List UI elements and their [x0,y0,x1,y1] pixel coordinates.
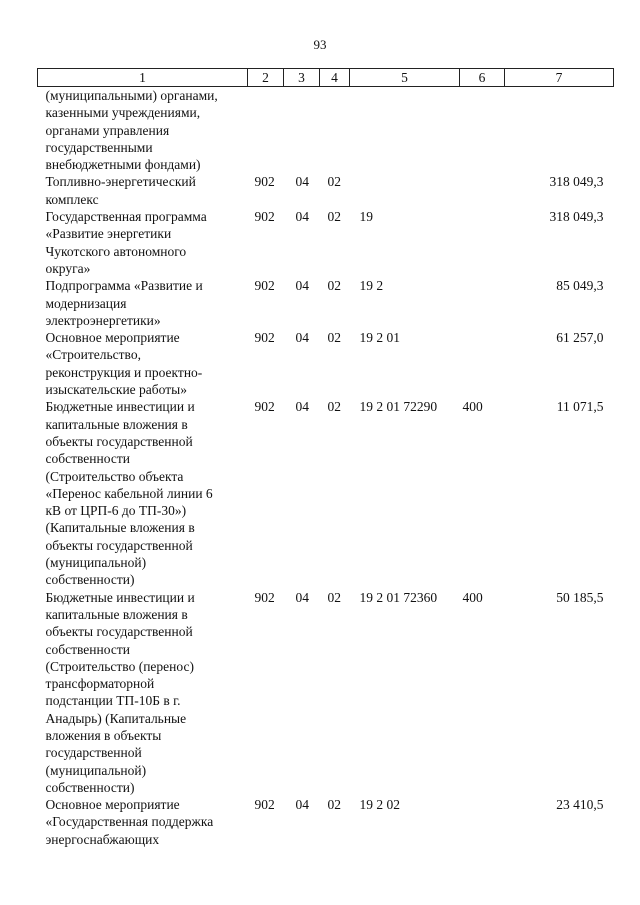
row-name: Подпрограмма «Развитие и модернизация электроэнергетики» [45,278,203,328]
row-target-article [350,87,460,174]
row-section: 04 [295,797,309,813]
table-row [38,87,614,174]
row-amount: 23 410,5 [556,797,604,813]
row-grbs: 902 [254,797,275,813]
row-section: 04 [295,174,309,190]
row-expense-type [460,796,505,848]
column-header-section: 3 [284,69,320,87]
row-amount: 61 257,0 [556,330,604,346]
row-name: Основное мероприятие «Строительство, реконструкция и проектно- изыскательские работы» [45,330,203,398]
row-name: (муниципальными) органами, казенными учреждениями, органами управления государственными внебюджетными фондами) [45,88,218,173]
row-target-article: 19 2 01 [359,330,400,346]
budget-table [37,68,614,848]
column-header-amount: 7 [505,69,614,87]
row-target-article: 19 2 01 72360 [359,589,438,605]
row-amount: 318 049,3 [549,209,604,225]
column-header-target-article: 5 [350,69,460,87]
row-name: Бюджетные инвестиции и капитальные вложения в объекты государственной собственности (Строительство (перенос) трансформаторной подстанции ТП-10Б в г. Анадырь) (Капитальные вложения в объекты государственной (муниципальной) собственности) [45,589,195,795]
row-grbs: 902 [254,589,275,605]
row-name: Основное мероприятие «Государственная поддержка энергоснабжающих [45,797,214,847]
row-subsection: 02 [327,399,341,415]
row-name: Государственная программа «Развитие энергетики Чукотского автономного округа» [45,209,207,276]
row-target-article: 19 2 01 72290 [359,399,438,415]
row-name: Бюджетные инвестиции и капитальные вложения в объекты государственной собственности (Строительство объекта «Перенос кабельной линии 6 кВ от ЦРП-6 до ТП-30») (Капитальные вложения в объекты государственной (муниципальной) собственности) [45,399,213,588]
table-header-row [38,69,614,87]
row-expense-type: 400 [462,399,483,415]
column-header-expense-type: 6 [460,69,505,87]
row-amount: 50 185,5 [556,589,604,605]
row-grbs: 902 [254,209,275,225]
row-target-article: 19 [359,209,373,225]
row-expense-type [460,208,505,277]
row-amount: 11 071,5 [556,399,604,415]
row-expense-type [460,173,505,208]
row-grbs: 902 [254,174,275,190]
row-expense-type [460,329,505,398]
table-row [38,796,614,848]
column-header-grbs: 2 [248,69,284,87]
row-grbs: 902 [254,330,275,346]
row-amount [505,87,614,174]
column-header-name: 1 [38,69,248,87]
row-subsection: 02 [327,589,341,605]
table-row [38,173,614,208]
row-section: 04 [295,278,309,294]
table-row [38,208,614,277]
row-subsection [320,87,350,174]
row-section [284,87,320,174]
row-grbs: 902 [254,399,275,415]
row-expense-type [460,277,505,329]
table-row [38,277,614,329]
row-expense-type: 400 [462,589,483,605]
column-header-subsection: 4 [320,69,350,87]
row-target-article: 19 2 [359,278,384,294]
row-amount: 318 049,3 [549,174,604,190]
table-row [38,589,614,797]
row-expense-type [460,87,505,174]
row-amount: 85 049,3 [556,278,604,294]
row-grbs [248,87,284,174]
row-subsection: 02 [327,330,341,346]
row-subsection: 02 [327,209,341,225]
row-target-article [350,173,460,208]
row-section: 04 [295,330,309,346]
row-subsection: 02 [327,174,341,190]
row-section: 04 [295,589,309,605]
row-name: Топливно-энергетический комплекс [45,174,196,207]
row-section: 04 [295,399,309,415]
row-section: 04 [295,209,309,225]
table-row [38,398,614,588]
row-target-article: 19 2 02 [359,797,400,813]
row-grbs: 902 [254,278,275,294]
row-subsection: 02 [327,797,341,813]
table-row [38,329,614,398]
row-subsection: 02 [327,278,341,294]
page-number: 93 [313,37,327,52]
